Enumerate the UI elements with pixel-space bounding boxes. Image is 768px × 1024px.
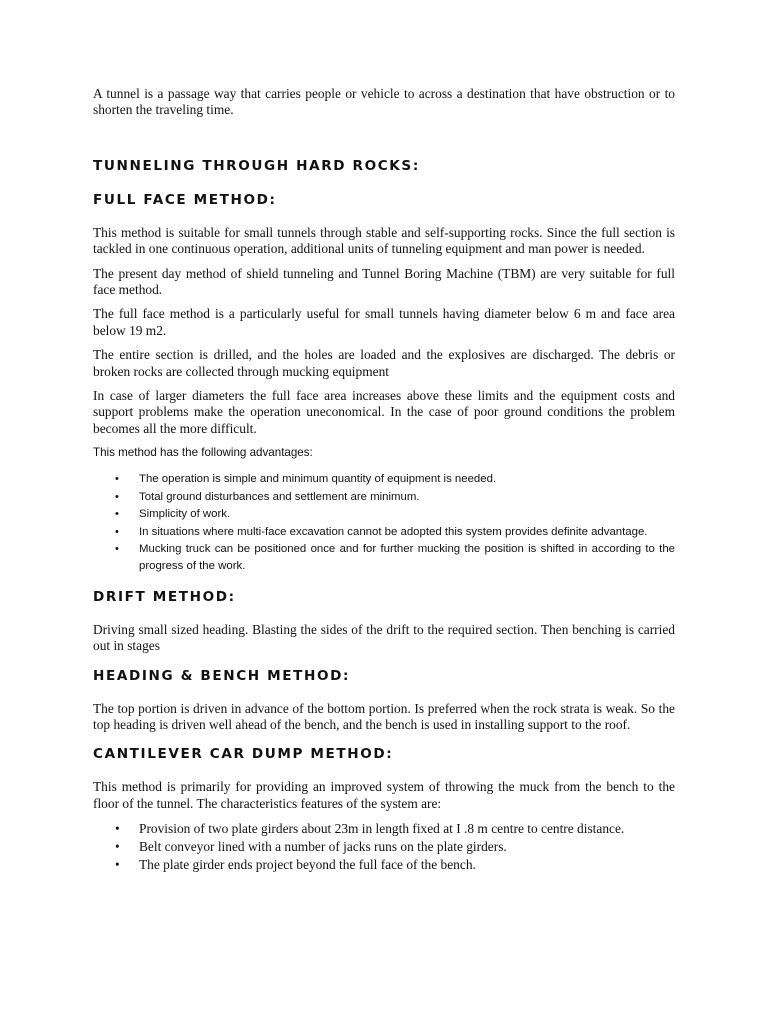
document-page (93, 86, 675, 874)
heading-heading-bench: HEADING & BENCH METHOD: (93, 667, 351, 684)
full-face-paragraph-5: In case of larger diameters the full face area increases above these limits and the equipment costs and support problems make the operation uneconomical. In the case of poor ground conditions the problem becomes all the more difficult. (93, 388, 675, 436)
bullet-icon: • (115, 839, 120, 855)
drift-paragraph: Driving small sized heading. Blasting the sides of the drift to the required section. Then benching is carried out in stages (93, 621, 675, 654)
bullet-icon: • (115, 821, 120, 837)
heading-full-face: FULL FACE METHOD: (93, 191, 277, 208)
feature-text: The plate girder ends project beyond the full face of the bench. (139, 857, 476, 873)
advantage-text: In situations where multi-face excavation cannot be adopted this system provides definite advantage. (139, 525, 648, 538)
bullet-icon: • (115, 473, 119, 486)
full-face-paragraph-4: The entire section is drilled, and the holes are loaded and the explosives are discharged. The debris or broken rocks are collected through mucking equipment (93, 347, 675, 379)
advantage-text: The operation is simple and minimum quantity of equipment is needed. (139, 473, 497, 486)
feature-text: Belt conveyor lined with a number of jacks runs on the plate girders. (139, 839, 507, 855)
full-face-paragraph-3: The full face method is a particularly useful for small tunnels having diameter below 6 m and face area below 19 m2. (93, 306, 675, 338)
list-item (93, 820, 675, 838)
full-face-paragraph-2: The present day method of shield tunneling and Tunnel Boring Machine (TBM) are very suitable for full face method. (93, 265, 675, 298)
advantage-text: Simplicity of work. (139, 508, 231, 521)
advantage-text: Total ground disturbances and settlement are minimum. (139, 490, 420, 503)
cantilever-paragraph: This method is primarily for providing an improved system of throwing the muck from the bench to the floor of the tunnel. The characteristics features of the system are: (93, 779, 675, 811)
heading-hard-rocks: TUNNELING THROUGH HARD ROCKS: (93, 157, 420, 174)
advantages-intro: This method has the following advantages: (93, 446, 313, 460)
advantage-text: Mucking truck can be positioned once and for further mucking the position is shifted in according to the progress of the work. (139, 542, 675, 573)
bullet-icon: • (115, 542, 119, 555)
advantages-list (93, 471, 675, 575)
bullet-icon: • (115, 490, 119, 503)
intro-paragraph: A tunnel is a passage way that carries people or vehicle to across a destination that have obstruction or to shorten the traveling time. (93, 86, 675, 118)
list-item (93, 838, 675, 856)
heading-bench-paragraph: The top portion is driven in advance of the bottom portion. Is preferred when the rock strata is weak. So the top heading is driven well ahead of the bench, and the bench is used in installing support to the roof. (93, 700, 675, 732)
bullet-icon: • (115, 857, 120, 873)
bullet-icon: • (115, 508, 119, 521)
list-item (93, 506, 675, 523)
list-item (93, 541, 675, 576)
heading-drift: DRIFT METHOD: (93, 588, 236, 605)
heading-cantilever: CANTILEVER CAR DUMP METHOD: (93, 746, 394, 763)
feature-text: Provision of two plate girders about 23m in length fixed at I .8 m centre to centre distance. (139, 821, 625, 837)
list-item (93, 471, 675, 488)
list-item (93, 856, 675, 874)
full-face-paragraph-1: This method is suitable for small tunnels through stable and self-supporting rocks. Since the full section is tackled in one continuous operation, additional units of tunneling equipment and man power is needed. (93, 224, 675, 257)
cantilever-features-list (93, 820, 675, 874)
list-item (93, 489, 675, 506)
list-item (93, 524, 675, 541)
bullet-icon: • (115, 525, 119, 538)
